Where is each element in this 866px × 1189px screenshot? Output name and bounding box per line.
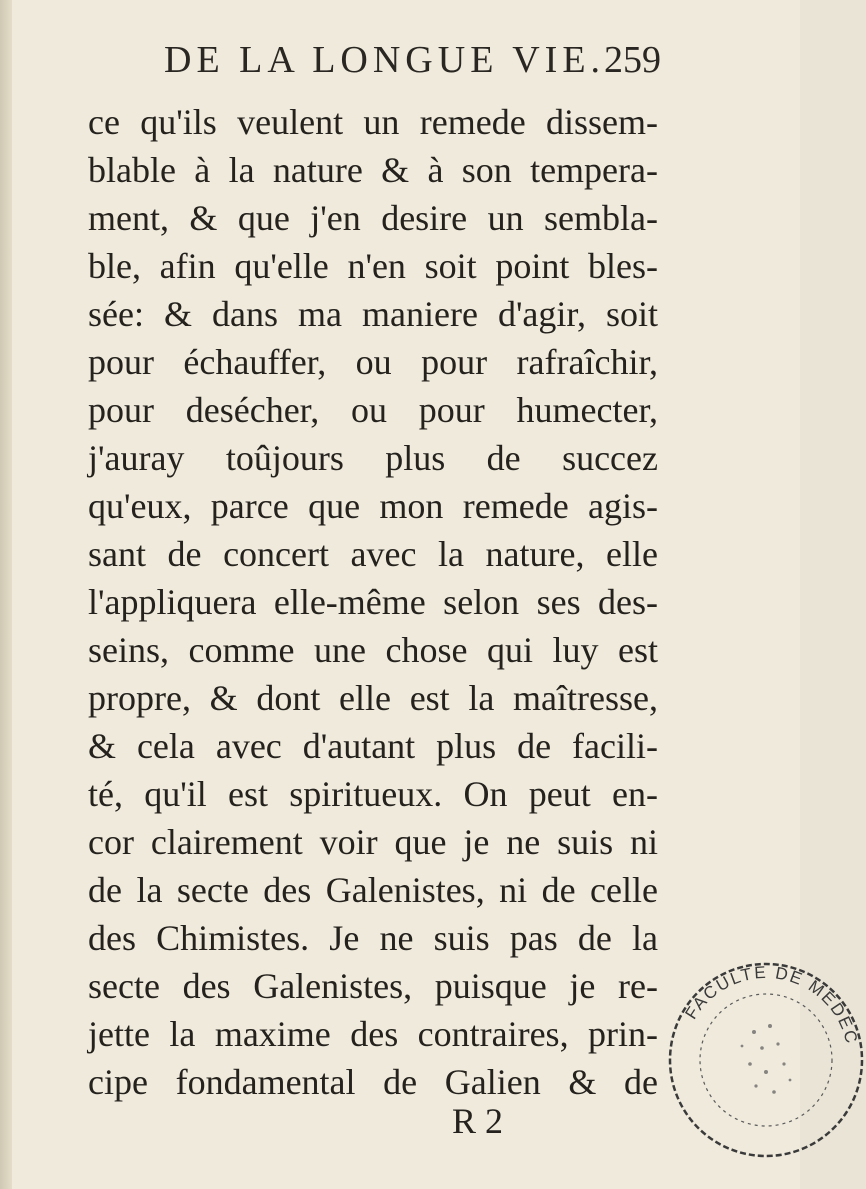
text-line: sée: & dans ma maniere d'agir, soit (88, 294, 658, 334)
text-line: pour desécher, ou pour humecter, (88, 390, 658, 430)
text-line: ce qu'ils veulent un remede dissem- (88, 102, 658, 142)
text-line: j'auray toûjours plus de succez (88, 438, 658, 478)
running-title: DE LA LONGUE VIE. (164, 39, 606, 81)
text-line: jette la maxime des contraires, prin- (88, 1014, 658, 1054)
text-line: qu'eux, parce que mon remede agis- (88, 486, 658, 526)
text-line: cipe fondamental de Galien & de (88, 1062, 658, 1102)
stamp-text: FACULTE DE MEDEC (681, 962, 862, 1047)
stamp-inner-ring (700, 994, 832, 1126)
page-header (164, 38, 704, 98)
text-line: ble, afin qu'elle n'en soit point bles- (88, 246, 658, 286)
text-line: pour échauffer, ou pour rafraîchir, (88, 342, 658, 382)
text-line: propre, & dont elle est la maîtresse, (88, 678, 658, 718)
text-line: des Chimistes. Je ne suis pas de la (88, 918, 658, 958)
signature-mark: R 2 (452, 1101, 504, 1141)
page-number: 259 (604, 39, 661, 81)
page-gutter (0, 0, 12, 1189)
text-line: secte des Galenistes, puisque je re- (88, 966, 658, 1006)
body-text (88, 98, 658, 1106)
text-line: l'appliquera elle-même selon ses des- (88, 582, 658, 622)
text-line: ment, & que j'en desire un sembla- (88, 198, 658, 238)
library-stamp (666, 960, 866, 1160)
stamp-emblem (741, 1024, 792, 1094)
text-line: cor clairement voir que je ne suis ni (88, 822, 658, 862)
text-line: sant de concert avec la nature, elle (88, 534, 658, 574)
text-line: té, qu'il est spiritueux. On peut en- (88, 774, 658, 814)
text-line: seins, comme une chose qui luy est (88, 630, 658, 670)
text-line: de la secte des Galenistes, ni de celle (88, 870, 658, 910)
text-line: & cela avec d'autant plus de facili- (88, 726, 658, 766)
text-line: blable à la nature & à son tempera- (88, 150, 658, 190)
